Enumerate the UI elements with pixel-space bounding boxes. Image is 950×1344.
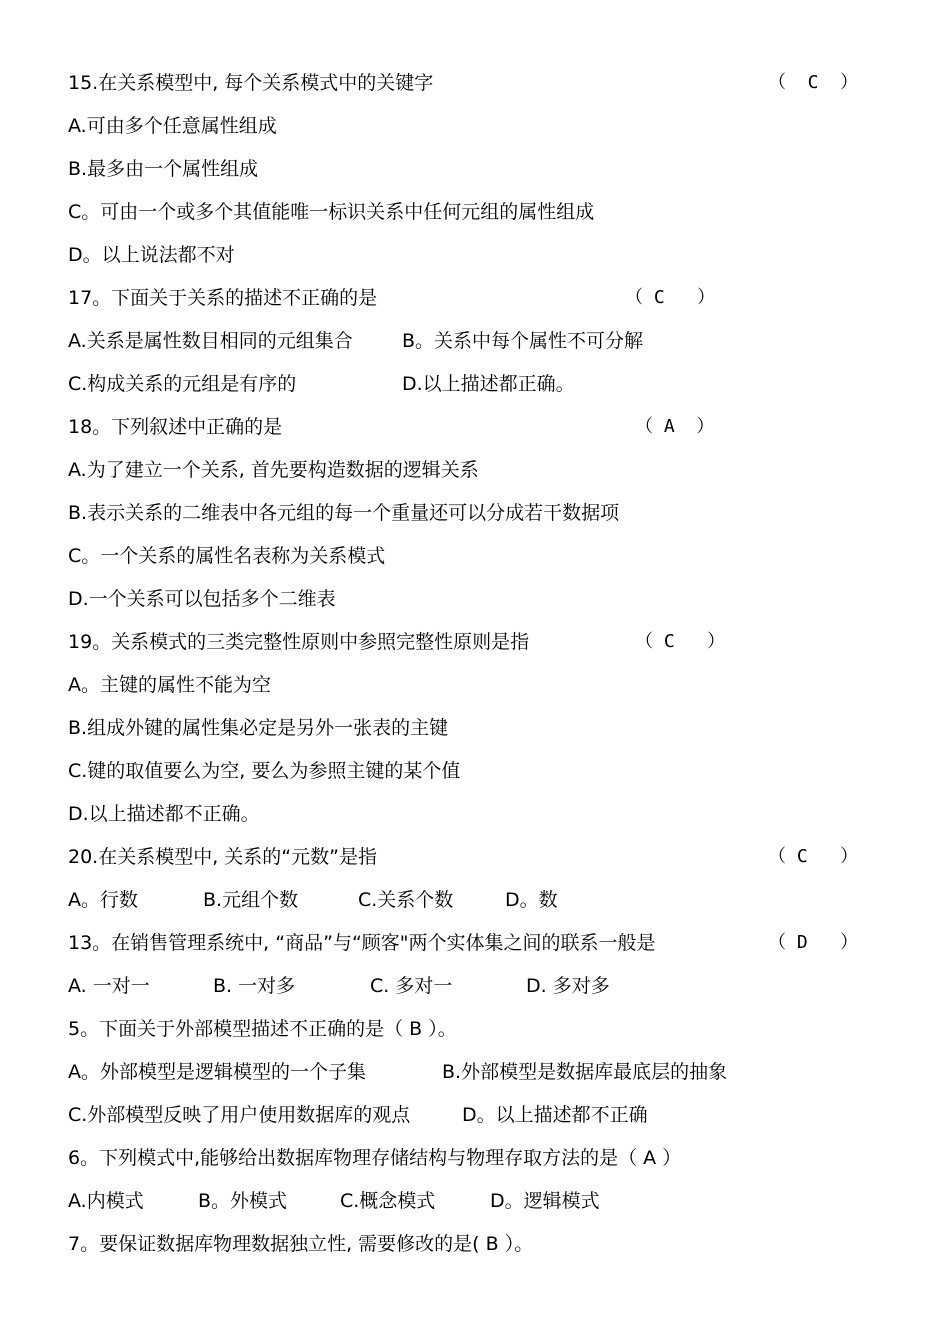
option-line — [68, 886, 668, 914]
question-text: 20.在关系模型中, 关系的“元数”是指 — [68, 846, 377, 868]
option-b: B.表示关系的二维表中各元组的每一个重量还可以分成若干数据项 — [68, 502, 620, 524]
question-text: 15.在关系模型中, 每个关系模式中的关键字 — [68, 72, 434, 94]
answer-bracket: （ C ） — [625, 287, 716, 308]
option-d: D。逻辑模式 — [490, 1190, 600, 1212]
option-line — [68, 1187, 668, 1215]
question-20 — [68, 843, 859, 871]
question-13 — [68, 929, 859, 957]
question-text: 17。下面关于关系的描述不正确的是 — [68, 287, 378, 309]
option-d: D。数 — [505, 889, 558, 911]
option-a: A.为了建立一个关系, 首先要构造数据的逻辑关系 — [68, 459, 479, 481]
option-c: C.关系个数 — [358, 889, 454, 911]
question-text: 19。关系模式的三类完整性原则中参照完整性原则是指 — [68, 631, 530, 653]
option-b: B.外部模型是数据库最底层的抽象 — [442, 1061, 728, 1083]
answer-bracket: （ C ） — [635, 631, 726, 652]
question-text: 5。下面关于外部模型描述不正确的是（ B ）。 — [68, 1018, 457, 1040]
option-c: C.键的取值要么为空, 要么为参照主键的某个值 — [68, 760, 461, 782]
option-b: B。关系中每个属性不可分解 — [402, 330, 644, 352]
question-text: 18。下列叙述中正确的是 — [68, 416, 283, 438]
question-17 — [68, 284, 768, 312]
option-c: C. 多对一 — [370, 975, 453, 997]
option-c: C。一个关系的属性名表称为关系模式 — [68, 545, 386, 567]
question-text: 13。在销售管理系统中, “商品”与“顾客"两个实体集之间的联系一般是 — [68, 932, 656, 954]
option-b: B.最多由一个属性组成 — [68, 158, 259, 180]
question-text: 6。下列模式中,能够给出数据库物理存储结构与物理存取方法的是（ A ） — [68, 1147, 682, 1169]
option-d: D. 多对多 — [526, 975, 610, 997]
option-line — [68, 327, 768, 355]
answer-bracket: （ C ） — [768, 72, 859, 93]
option-d: D。以上说法都不对 — [68, 244, 235, 266]
question-18 — [68, 413, 768, 441]
answer-bracket: （ D ） — [768, 932, 859, 953]
option-d: D。以上描述都不正确 — [462, 1104, 648, 1126]
option-line — [68, 370, 768, 398]
option-a: A. 一对一 — [68, 975, 150, 997]
option-a: A.可由多个任意属性组成 — [68, 115, 277, 137]
option-line — [68, 972, 668, 1000]
option-b: B.元组个数 — [203, 889, 299, 911]
option-a: A。行数 — [68, 889, 138, 911]
option-line — [68, 1058, 768, 1086]
option-c: C.外部模型反映了用户使用数据库的观点 — [68, 1104, 411, 1126]
question-15 — [68, 69, 859, 97]
option-b: B.组成外键的属性集必定是另外一张表的主键 — [68, 717, 449, 739]
option-a: A.内模式 — [68, 1190, 144, 1212]
option-c: C.概念模式 — [340, 1190, 436, 1212]
option-d: D.一个关系可以包括多个二维表 — [68, 588, 336, 610]
option-a: A.关系是属性数目相同的元组集合 — [68, 330, 353, 352]
option-line — [68, 1101, 768, 1129]
answer-bracket: （ C ） — [768, 846, 859, 867]
question-19 — [68, 628, 768, 656]
option-b: B。外模式 — [198, 1190, 288, 1212]
question-text: 7。要保证数据库物理数据独立性, 需要修改的是( B ）。 — [68, 1233, 534, 1255]
option-a: A。主键的属性不能为空 — [68, 674, 271, 696]
option-a: A。外部模型是逻辑模型的一个子集 — [68, 1061, 366, 1083]
option-c: C。可由一个或多个其值能唯一标识关系中任何元组的属性组成 — [68, 201, 595, 223]
answer-bracket: （ A ） — [635, 416, 715, 437]
option-c: C.构成关系的元组是有序的 — [68, 373, 297, 395]
option-d: D.以上描述都正确。 — [402, 373, 575, 395]
option-d: D.以上描述都不正确。 — [68, 803, 260, 825]
option-b: B. 一对多 — [213, 975, 296, 997]
